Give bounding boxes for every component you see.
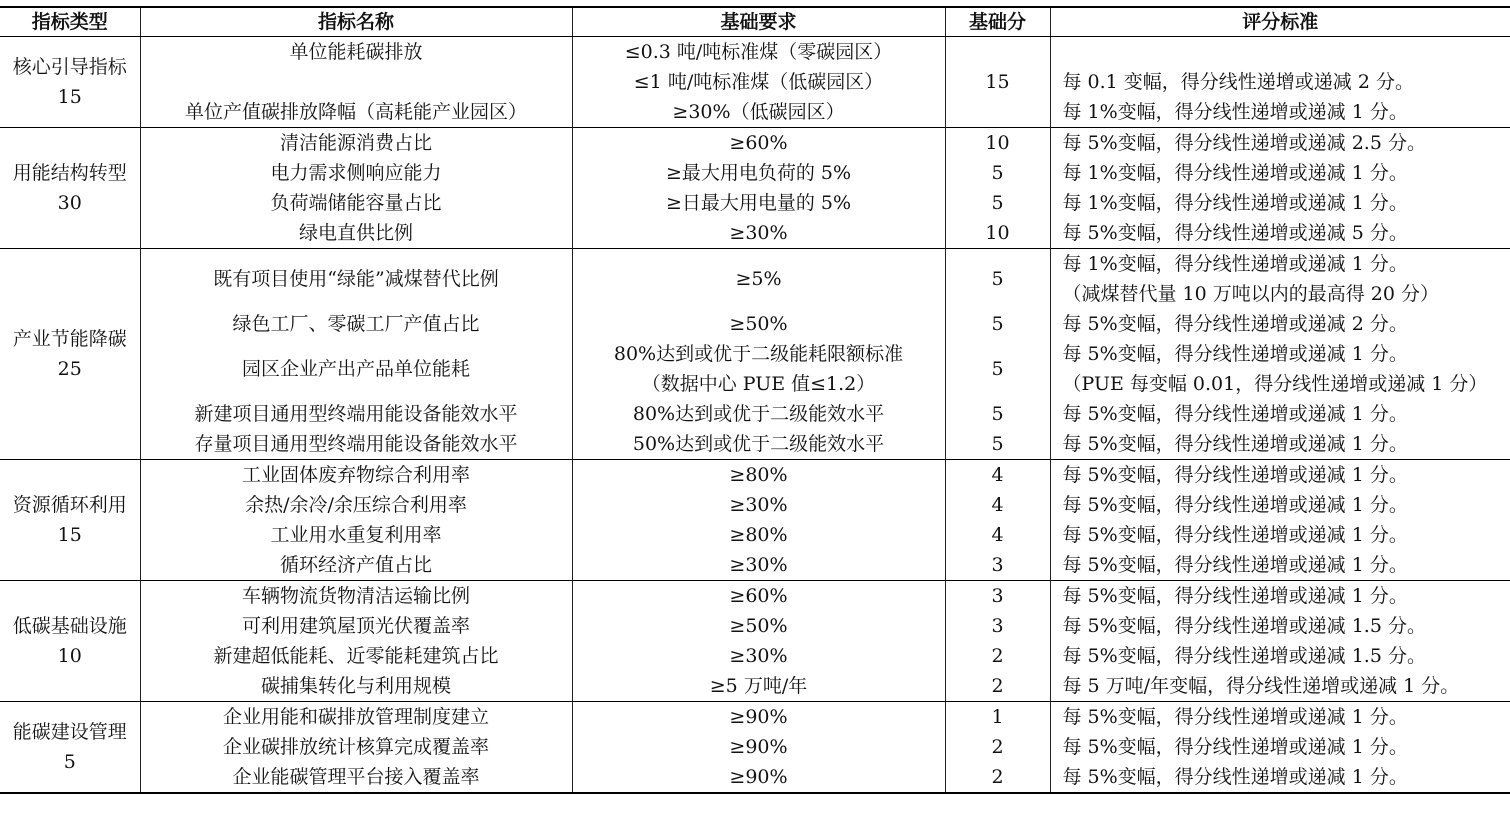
base-requirement-line: 50%达到或优于二级能效水平 <box>632 433 885 455</box>
base-requirement-cell <box>572 249 945 310</box>
indicator-name-cell <box>140 249 572 310</box>
scoring-criteria-line: 每 5%变幅，得分线性递增或递减 1 分。 <box>1062 524 1408 546</box>
base-requirement-cell <box>572 309 945 339</box>
scoring-criteria-cell <box>1050 218 1510 249</box>
base-score-cell: 2 <box>945 732 1050 762</box>
indicator-type-label: 用能结构转型 <box>12 162 127 184</box>
indicator-name-cell <box>140 37 572 128</box>
scoring-criteria-cell <box>1050 641 1510 671</box>
indicator-name-line: 企业能碳管理平台接入覆盖率 <box>232 766 480 788</box>
indicator-name-cell <box>140 188 572 218</box>
base-score-cell: 2 <box>945 671 1050 702</box>
base-requirement-line: ≥60% <box>729 132 788 154</box>
indicator-type-total: 5 <box>63 751 76 773</box>
indicator-name-cell <box>140 429 572 460</box>
base-requirement-cell <box>572 218 945 249</box>
scoring-criteria-line: 每 1%变幅，得分线性递增或递减 1 分。 <box>1062 101 1408 123</box>
scoring-criteria-cell <box>1050 460 1510 491</box>
base-requirement-cell <box>572 611 945 641</box>
base-requirement-line: ≥30%（低碳园区） <box>672 101 845 123</box>
indicator-type-label: 能碳建设管理 <box>12 721 127 743</box>
scoring-criteria-line: 每 5%变幅，得分线性递增或递减 1.5 分。 <box>1062 645 1426 667</box>
scoring-criteria-line: 每 1%变幅，得分线性递增或递减 1 分。 <box>1062 253 1408 275</box>
indicator-name-cell <box>140 702 572 733</box>
base-requirement-cell <box>572 460 945 491</box>
scoring-criteria-cell <box>1050 520 1510 550</box>
table-row <box>0 611 1510 641</box>
indicator-name-line <box>147 67 566 97</box>
indicator-name-cell <box>140 611 572 641</box>
indicator-name-line: 存量项目通用型终端用能设备能效水平 <box>194 433 518 455</box>
base-requirement-cell <box>572 550 945 581</box>
base-score-cell: 5 <box>945 399 1050 429</box>
base-requirement-line: ≥90% <box>729 706 788 728</box>
base-score-cell: 2 <box>945 641 1050 671</box>
indicator-type-cell <box>0 460 140 581</box>
table-row <box>0 399 1510 429</box>
scoring-criteria-cell <box>1050 762 1510 793</box>
header-scoring-criteria: 评分标准 <box>1050 7 1510 37</box>
indicator-name-line: 新建项目通用型终端用能设备能效水平 <box>194 403 518 425</box>
base-requirement-cell <box>572 732 945 762</box>
base-requirement-line: ≥50% <box>729 615 788 637</box>
table-row <box>0 762 1510 793</box>
scoring-criteria-cell <box>1050 309 1510 339</box>
base-requirement-line: ≥30% <box>729 494 788 516</box>
scoring-criteria-cell <box>1050 399 1510 429</box>
scoring-criteria-line: 每 5%变幅，得分线性递增或递减 5 分。 <box>1062 222 1408 244</box>
indicator-name-line: 清洁能源消费占比 <box>279 132 432 154</box>
indicator-name-line: 园区企业产出产品单位能耗 <box>241 358 470 380</box>
indicator-name-line: 余热/余冷/余压综合利用率 <box>245 494 467 516</box>
scoring-criteria-line: 每 0.1 变幅，得分线性递增或递减 2 分。 <box>1062 71 1414 93</box>
table-row <box>0 460 1510 491</box>
indicator-name-cell <box>140 520 572 550</box>
indicator-name-line: 负荷端储能容量占比 <box>270 192 442 214</box>
base-requirement-cell <box>572 37 945 128</box>
indicator-type-cell <box>0 702 140 794</box>
base-requirement-line: ≥80% <box>729 464 788 486</box>
table-row <box>0 309 1510 339</box>
indicator-name-cell <box>140 309 572 339</box>
base-requirement-cell <box>572 671 945 702</box>
indicator-name-cell <box>140 762 572 793</box>
indicator-name-line: 碳捕集转化与利用规模 <box>260 675 451 697</box>
base-requirement-line: ≥日最大用电量的 5% <box>665 192 852 214</box>
base-requirement-cell <box>572 520 945 550</box>
base-requirement-line: 80%达到或优于二级能效水平 <box>632 403 885 425</box>
scoring-criteria-cell <box>1050 732 1510 762</box>
base-score-cell: 1 <box>945 702 1050 733</box>
table-row <box>0 702 1510 733</box>
table-row <box>0 550 1510 581</box>
scoring-criteria-line: 每 5%变幅，得分线性递增或递减 1 分。 <box>1062 766 1408 788</box>
indicator-name-line: 既有项目使用“绿能”减煤替代比例 <box>213 268 499 290</box>
indicator-type-total: 15 <box>57 524 82 546</box>
base-score-cell: 2 <box>945 762 1050 793</box>
scoring-criteria-cell <box>1050 339 1510 399</box>
base-requirement-line: 80%达到或优于二级能耗限额标准 <box>613 343 904 365</box>
indicator-name-cell <box>140 399 572 429</box>
indicator-type-total: 25 <box>57 358 82 380</box>
indicator-name-line: 单位产值碳排放降幅（高耗能产业园区） <box>184 101 527 123</box>
indicator-type-cell <box>0 581 140 702</box>
scoring-criteria-cell <box>1050 550 1510 581</box>
indicator-type-total: 10 <box>57 645 82 667</box>
indicator-type-label: 低碳基础设施 <box>12 615 127 637</box>
base-score-cell: 5 <box>945 249 1050 310</box>
scoring-criteria-cell <box>1050 702 1510 733</box>
scoring-criteria-line: 每 5%变幅，得分线性递增或递减 2 分。 <box>1062 313 1408 335</box>
indicator-name-line: 工业固体废弃物综合利用率 <box>241 464 470 486</box>
table-row <box>0 37 1510 128</box>
table-row <box>0 732 1510 762</box>
base-requirement-line: ≥5 万吨/年 <box>709 675 808 697</box>
indicator-name-line: 电力需求侧响应能力 <box>270 162 442 184</box>
table-row <box>0 339 1510 399</box>
scoring-criteria-line <box>1063 37 1505 67</box>
base-requirement-cell <box>572 188 945 218</box>
scoring-criteria-cell <box>1050 249 1510 310</box>
base-score-cell: 10 <box>945 218 1050 249</box>
indicator-type-cell <box>0 249 140 460</box>
scoring-criteria-line: 每 5%变幅，得分线性递增或递减 1 分。 <box>1062 706 1408 728</box>
scoring-criteria-line: 每 5%变幅，得分线性递增或递减 1.5 分。 <box>1062 615 1426 637</box>
indicator-table <box>0 6 1510 794</box>
base-requirement-line: ≥90% <box>729 766 788 788</box>
scoring-criteria-line: 每 5%变幅，得分线性递增或递减 2.5 分。 <box>1062 132 1426 154</box>
indicator-type-cell <box>0 37 140 128</box>
base-requirement-line: ≥30% <box>729 222 788 244</box>
base-score-cell: 3 <box>945 550 1050 581</box>
header-row <box>0 7 1510 37</box>
scoring-criteria-cell <box>1050 158 1510 188</box>
base-requirement-cell <box>572 641 945 671</box>
indicator-name-line: 车辆物流货物清洁运输比例 <box>241 585 470 607</box>
base-requirement-cell <box>572 490 945 520</box>
table-row <box>0 249 1510 310</box>
base-requirement-line: ≥90% <box>729 736 788 758</box>
indicator-name-cell <box>140 490 572 520</box>
indicator-type-total: 30 <box>57 192 82 214</box>
table-row <box>0 581 1510 612</box>
indicator-name-cell <box>140 158 572 188</box>
indicator-type-label: 产业节能降碳 <box>12 328 127 350</box>
scoring-criteria-line: 每 1%变幅，得分线性递增或递减 1 分。 <box>1062 192 1408 214</box>
table-row <box>0 188 1510 218</box>
indicator-type-cell <box>0 128 140 249</box>
header-indicator-type: 指标类型 <box>0 7 140 37</box>
base-requirement-line: ≥80% <box>729 524 788 546</box>
header-base-score: 基础分 <box>945 7 1050 37</box>
indicator-name-cell <box>140 581 572 612</box>
base-requirement-cell <box>572 702 945 733</box>
base-score-cell: 15 <box>945 37 1050 128</box>
scoring-criteria-cell <box>1050 37 1510 128</box>
base-requirement-line: ≥30% <box>729 645 788 667</box>
table-row <box>0 641 1510 671</box>
base-requirement-cell <box>572 581 945 612</box>
scoring-criteria-cell <box>1050 671 1510 702</box>
table-row <box>0 158 1510 188</box>
indicator-type-label: 资源循环利用 <box>12 494 127 516</box>
base-score-cell: 4 <box>945 520 1050 550</box>
scoring-criteria-line: 每 5%变幅，得分线性递增或递减 1 分。 <box>1062 494 1408 516</box>
scoring-criteria-cell <box>1050 490 1510 520</box>
indicator-type-label: 核心引导指标 <box>12 56 127 78</box>
indicator-name-line: 绿电直供比例 <box>298 222 413 244</box>
base-score-cell: 3 <box>945 581 1050 612</box>
table-row <box>0 520 1510 550</box>
base-score-cell: 5 <box>945 429 1050 460</box>
indicator-name-line: 新建超低能耗、近零能耗建筑占比 <box>213 645 499 667</box>
table-row <box>0 218 1510 249</box>
scoring-criteria-line: 每 5%变幅，得分线性递增或递减 1 分。 <box>1062 403 1408 425</box>
scoring-criteria-line: 每 5%变幅，得分线性递增或递减 1 分。 <box>1062 433 1408 455</box>
base-score-cell: 4 <box>945 460 1050 491</box>
base-score-cell: 10 <box>945 128 1050 159</box>
base-requirement-line: （数据中心 PUE 值≤1.2） <box>641 373 876 395</box>
header-base-requirement: 基础要求 <box>572 7 945 37</box>
base-requirement-line: ≥50% <box>729 313 788 335</box>
indicator-name-cell <box>140 550 572 581</box>
indicator-name-cell <box>140 128 572 159</box>
base-requirement-cell <box>572 128 945 159</box>
indicator-name-line: 绿色工厂、零碳工厂产值占比 <box>232 313 480 335</box>
base-score-cell: 3 <box>945 611 1050 641</box>
base-score-cell: 5 <box>945 309 1050 339</box>
table-header <box>0 7 1510 37</box>
indicator-name-cell <box>140 671 572 702</box>
indicator-name-cell <box>140 732 572 762</box>
indicator-name-line: 可利用建筑屋顶光伏覆盖率 <box>241 615 470 637</box>
table-body <box>0 37 1510 794</box>
indicator-type-total: 15 <box>57 86 82 108</box>
indicator-name-cell <box>140 460 572 491</box>
scoring-criteria-line: 每 5%变幅，得分线性递增或递减 1 分。 <box>1062 464 1408 486</box>
table-row <box>0 490 1510 520</box>
indicator-name-cell <box>140 339 572 399</box>
scoring-criteria-line: 每 5%变幅，得分线性递增或递减 1 分。 <box>1062 736 1408 758</box>
scoring-criteria-cell <box>1050 188 1510 218</box>
base-requirement-cell <box>572 429 945 460</box>
base-requirement-cell <box>572 399 945 429</box>
base-requirement-cell <box>572 762 945 793</box>
scoring-criteria-cell <box>1050 611 1510 641</box>
scoring-criteria-line: （PUE 每变幅 0.01，得分线性递增或递减 1 分） <box>1062 373 1488 395</box>
indicator-name-line: 企业用能和碳排放管理制度建立 <box>222 706 489 728</box>
table-row <box>0 429 1510 460</box>
scoring-criteria-line: 每 5%变幅，得分线性递增或递减 1 分。 <box>1062 585 1408 607</box>
base-score-cell: 5 <box>945 188 1050 218</box>
table-row <box>0 671 1510 702</box>
base-score-cell: 5 <box>945 158 1050 188</box>
base-requirement-line: ≥5% <box>735 268 782 290</box>
base-requirement-line: ≥30% <box>729 554 788 576</box>
indicator-name-cell <box>140 641 572 671</box>
base-requirement-line: ≤1 吨/吨标准煤（低碳园区） <box>633 71 884 93</box>
indicator-name-line: 循环经济产值占比 <box>279 554 432 576</box>
base-requirement-line: ≥最大用电负荷的 5% <box>665 162 852 184</box>
base-requirement-line: ≥60% <box>729 585 788 607</box>
scoring-criteria-line: （减煤替代量 10 万吨以内的最高得 20 分） <box>1062 283 1440 305</box>
scoring-criteria-cell <box>1050 581 1510 612</box>
scoring-criteria-line: 每 5%变幅，得分线性递增或递减 1 分。 <box>1062 343 1408 365</box>
table-row <box>0 128 1510 159</box>
indicator-name-cell <box>140 218 572 249</box>
scoring-criteria-cell <box>1050 128 1510 159</box>
base-score-cell: 4 <box>945 490 1050 520</box>
base-requirement-cell <box>572 339 945 399</box>
header-indicator-name: 指标名称 <box>140 7 572 37</box>
scoring-criteria-line: 每 5 万吨/年变幅，得分线性递增或递减 1 分。 <box>1062 675 1460 697</box>
scoring-criteria-line: 每 1%变幅，得分线性递增或递减 1 分。 <box>1062 162 1408 184</box>
scoring-criteria-cell <box>1050 429 1510 460</box>
scoring-criteria-line: 每 5%变幅，得分线性递增或递减 1 分。 <box>1062 554 1408 576</box>
base-requirement-line: ≤0.3 吨/吨标准煤（零碳园区） <box>624 41 893 63</box>
base-score-cell: 5 <box>945 339 1050 399</box>
indicator-name-line: 企业碳排放统计核算完成覆盖率 <box>222 736 489 758</box>
indicator-name-line: 工业用水重复利用率 <box>270 524 442 546</box>
indicator-name-line: 单位能耗碳排放 <box>289 41 423 63</box>
base-requirement-cell <box>572 158 945 188</box>
